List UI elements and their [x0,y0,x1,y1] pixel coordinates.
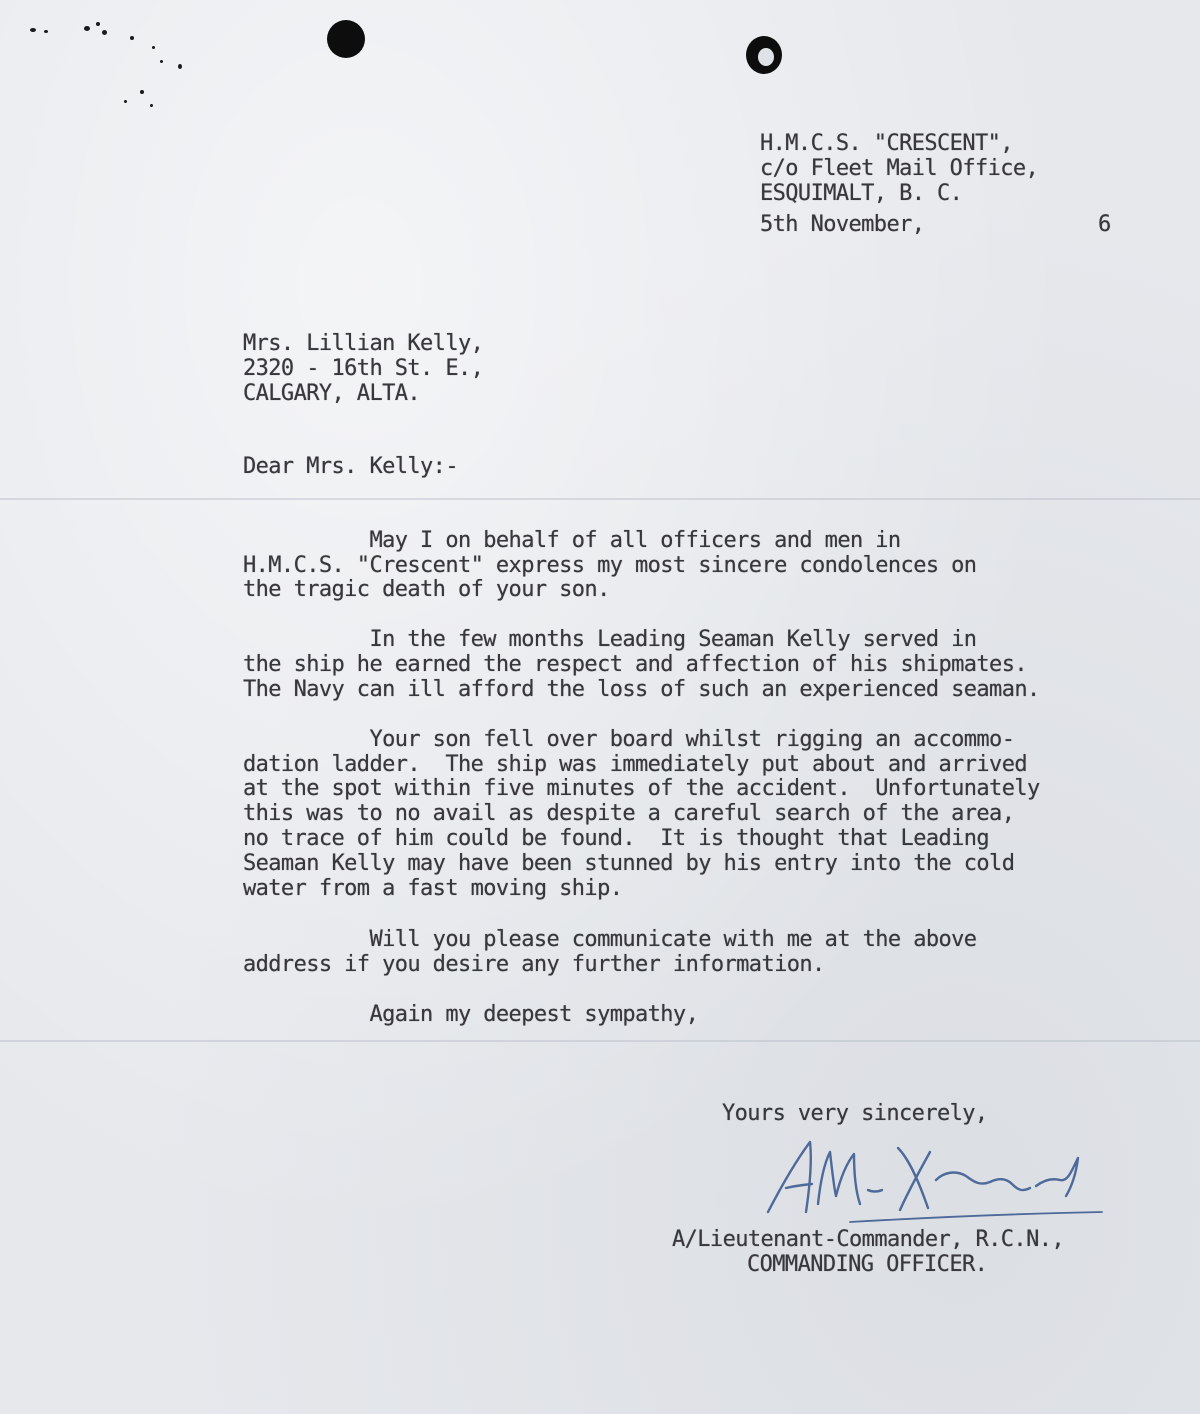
paragraph-2-line-2: the ship he earned the respect and affection of his shipmates. [243,652,1027,677]
handwritten-signature [760,1130,1110,1230]
ship-name: H.M.C.S. "CRESCENT", [760,131,1013,156]
punch-hole-left [327,20,365,58]
signer-title: COMMANDING OFFICER. [747,1252,988,1277]
punch-hole-right [746,36,782,74]
paragraph-4-line-2: address if you desire any further information. [243,952,825,977]
salutation: Dear Mrs. Kelly:- [243,454,458,479]
paragraph-3-line-7: water from a fast moving ship. [243,876,623,901]
letter-date: 5th November, [760,212,925,237]
fold-crease-lower [0,1040,1200,1042]
recipient-street: 2320 - 16th St. E., [243,356,484,381]
paragraph-5: Again my deepest sympathy, [243,1002,699,1027]
paragraph-3-line-1: Your son fell over board whilst rigging an accommo- [243,727,1015,752]
paragraph-3-line-4: this was to no avail as despite a careful search of the area, [243,801,1015,826]
page-number: 6 [1098,212,1111,237]
paragraph-2-line-1: In the few months Leading Seaman Kelly served in [243,627,977,652]
sender-location: ESQUIMALT, B. C. [760,181,963,206]
paragraph-4-line-1: Will you please communicate with me at the above [243,927,977,952]
fold-crease-upper [0,498,1200,500]
paragraph-1-line-2: H.M.C.S. "Crescent" express my most sincere condolences on [243,553,977,578]
closing: Yours very sincerely, [722,1101,988,1126]
paragraph-3-line-6: Seaman Kelly may have been stunned by his entry into the cold [243,851,1015,876]
paragraph-3-line-5: no trace of him could be found. It is thought that Leading [243,826,990,851]
paragraph-1-line-3: the tragic death of your son. [243,577,610,602]
fleet-mail-office: c/o Fleet Mail Office, [760,156,1039,181]
signer-rank: A/Lieutenant-Commander, R.C.N., [672,1227,1064,1252]
paragraph-3-line-2: dation ladder. The ship was immediately put about and arrived [243,752,1027,777]
paragraph-2-line-3: The Navy can ill afford the loss of such an experienced seaman. [243,677,1040,702]
paragraph-1-line-1: May I on behalf of all officers and men in [243,528,901,553]
recipient-city: CALGARY, ALTA. [243,381,421,406]
paragraph-3-line-3: at the spot within five minutes of the accident. Unfortunately [243,776,1040,801]
recipient-name: Mrs. Lillian Kelly, [243,331,484,356]
